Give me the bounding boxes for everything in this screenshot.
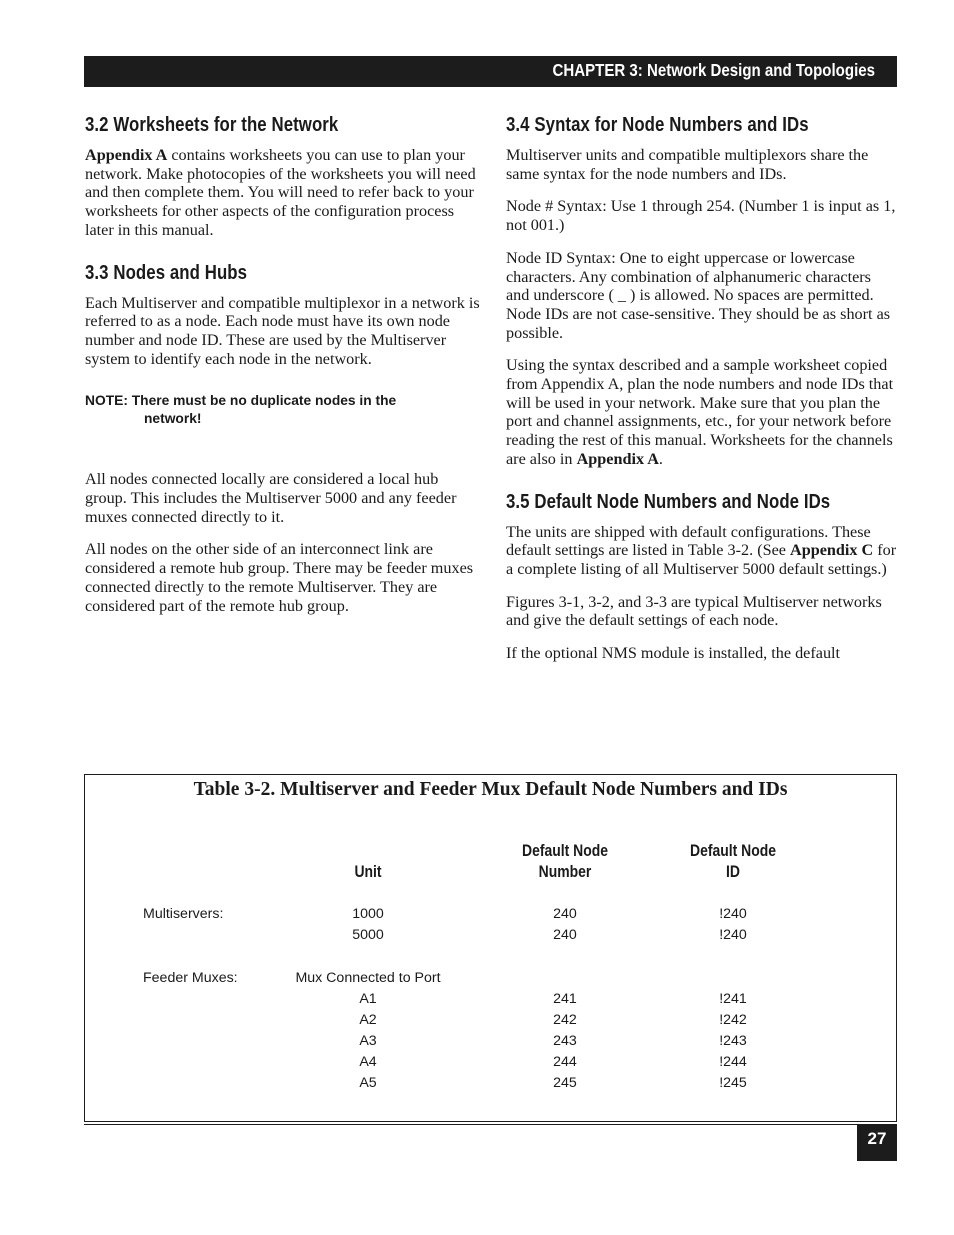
default-node-table: Table 3-2. Multiserver and Feeder Mux Default Node Numbers and IDs Unit Default Node Number Default Node ID Multiservers: Feeder Muxes: Mux Connected to Port 1000 240 !240 5000 240 !240 A1 241 !241 A2 242 !242 A3 243 !243 A4 244 !244 A5 245 !245 bbox=[84, 774, 897, 1122]
section-3-3-paragraph-3: All nodes on the other side of an interconnect link are considered a remote hub group. There may be feeder muxes connected directly to the remote Multiserver. They are considered part of the remote hub group. bbox=[85, 540, 474, 615]
note-line-1: NOTE: There must be no duplicate nodes in the bbox=[85, 393, 397, 409]
section-3-2-heading: 3.2 Worksheets for the Network bbox=[85, 114, 339, 136]
section-3-4-paragraph-3: Node ID Syntax: One to eight uppercase or lowercase characters. Any combination of alphanumeric characters and underscore ( _ ) is allowed. No spaces are permitted. Node IDs are not case-sensitive. They should be as short as possible. bbox=[506, 248, 891, 342]
group-label-multiservers: Multiservers: bbox=[143, 906, 224, 922]
col-header-unit: Unit bbox=[354, 862, 382, 881]
col-header-number: Default Node Number bbox=[522, 841, 608, 881]
note-line-2: network! bbox=[144, 411, 202, 427]
section-3-2-paragraph: Appendix A contains worksheets you can use to plan your network. Make photocopies of the worksheets you will need and then complete them. You will need to refer back to your worksheets for other aspects of the configuration process later in this manual. bbox=[85, 146, 476, 239]
section-3-5-paragraph-2: Figures 3-1, 3-2, and 3-3 are typical Multiserver networks and give the default settings of each node. bbox=[506, 592, 882, 630]
chapter-header-bar bbox=[84, 56, 897, 87]
section-3-4-paragraph-4: Using the syntax described and a sample worksheet copied from Appendix A, plan the node numbers and node IDs that will be used in your network. Make sure that you plan the port and channel assignments, etc., for your network before reading the rest of this manual. Worksheets for the channels are also in Appendix A. bbox=[506, 356, 894, 468]
section-3-3-heading: 3.3 Nodes and Hubs bbox=[85, 261, 248, 284]
col-header-id: Default Node ID bbox=[690, 841, 776, 881]
section-3-3-paragraph-1: Each Multiserver and compatible multiplexor in a network is referred to as a node. Each node must have its own node number and node ID. These are used by the Multiserver system to identify each node in the network. bbox=[85, 293, 480, 368]
group-sublabel: Mux Connected to Port bbox=[295, 970, 441, 986]
section-3-4-heading: 3.4 Syntax for Node Numbers and IDs bbox=[506, 114, 809, 136]
section-3-5-paragraph-1: The units are shipped with default configurations. These default settings are listed in Table 3-2. (See Appendix C for a complete listing of all Multiserver 5000 default settings.) bbox=[506, 522, 897, 578]
duplicate-nodes-note bbox=[85, 392, 480, 428]
section-3-5-paragraph-3: If the optional NMS module is installed, the default bbox=[506, 644, 841, 663]
section-3-4-paragraph-1: Multiserver units and compatible multiplexors share the same syntax for the node numbers and IDs. bbox=[506, 146, 869, 183]
appendix-a-ref-2: Appendix A bbox=[576, 449, 659, 468]
right-column bbox=[506, 114, 898, 677]
left-column bbox=[85, 114, 480, 629]
chapter-title: CHAPTER 3: Network Design and Topologies bbox=[552, 60, 875, 80]
page-number: 27 bbox=[857, 1124, 897, 1161]
appendix-a-ref: Appendix A bbox=[85, 146, 168, 164]
section-3-5-heading: 3.5 Default Node Numbers and Node IDs bbox=[506, 490, 831, 513]
footer-rule bbox=[84, 1124, 897, 1125]
appendix-c-ref: Appendix C bbox=[790, 541, 874, 560]
section-3-4-paragraph-2: Node # Syntax: Use 1 through 254. (Number 1 is input as 1, not 001.) bbox=[506, 197, 896, 235]
table-title: Table 3-2. Multiserver and Feeder Mux Default Node Numbers and IDs bbox=[193, 779, 788, 800]
group-label-feeder-muxes: Feeder Muxes: bbox=[143, 970, 238, 986]
section-3-3-paragraph-2: All nodes connected locally are considered a local hub group. This includes the Multiserver 5000 and any feeder muxes connected directly to it. bbox=[85, 470, 457, 526]
